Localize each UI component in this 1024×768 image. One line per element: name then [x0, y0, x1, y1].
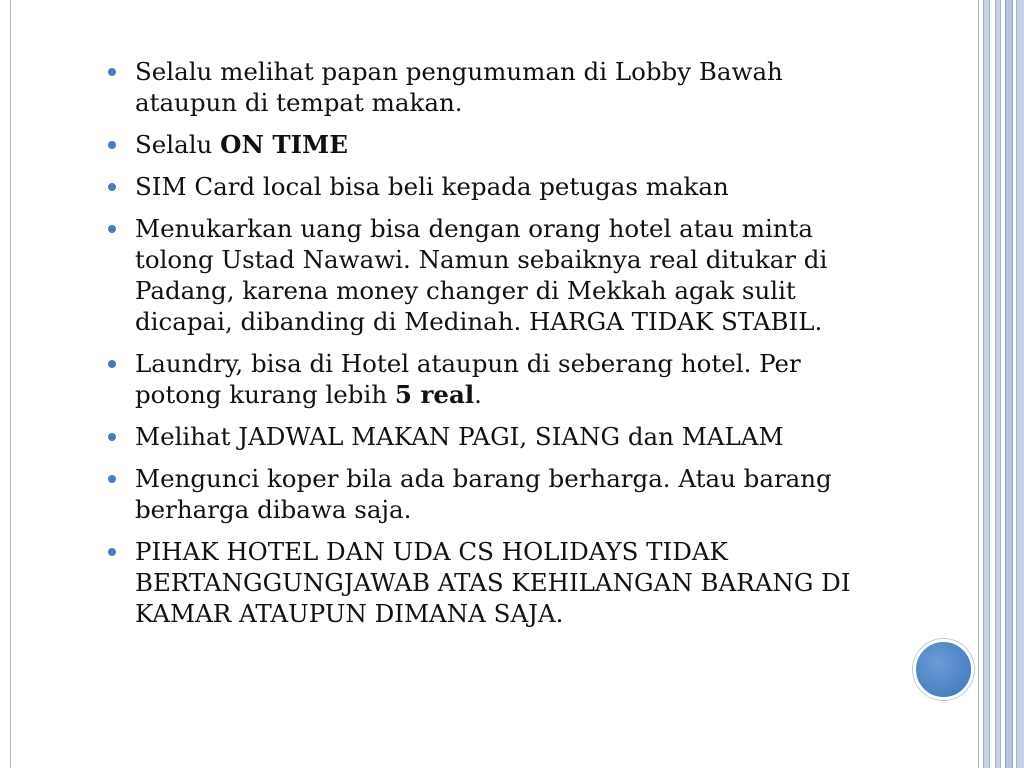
bullet-icon: [108, 183, 116, 191]
bullet-text: Laundry, bisa di Hotel ataupun di seberang hotel. Per potong kurang lebih: [135, 349, 801, 409]
bullet-list: [100, 56, 890, 629]
decorative-circle: [913, 639, 974, 700]
stripe: [983, 0, 990, 768]
bullet-icon: [108, 433, 116, 441]
list-item: [100, 463, 890, 525]
bullet-text: PIHAK HOTEL DAN UDA CS HOLIDAYS TIDAK BERTANGGUNGJAWAB ATAS KEHILANGAN BARANG DI KAMAR ATAUPUN DIMANA SAJA.: [135, 537, 851, 628]
bullet-icon: [108, 548, 116, 556]
bullet-text: Selalu: [135, 130, 221, 159]
list-item: [100, 421, 890, 452]
bullet-bold-text: ON TIME: [220, 130, 348, 159]
bullet-icon: [108, 360, 116, 368]
bullet-text: .: [474, 380, 482, 409]
stripe: [995, 0, 1001, 768]
bullet-text: SIM Card local bisa beli kepada petugas makan: [135, 172, 729, 201]
list-item: [100, 171, 890, 202]
stripe: [1016, 0, 1024, 768]
list-item: [100, 213, 890, 337]
bullet-icon: [108, 68, 116, 76]
bullet-icon: [108, 141, 116, 149]
left-border-line: [10, 0, 11, 768]
list-item: [100, 348, 890, 410]
list-item: [100, 129, 890, 160]
stripe: [978, 0, 979, 768]
list-item: [100, 536, 890, 629]
bullet-text: Mengunci koper bila ada barang berharga. Atau barang berharga dibawa saja.: [135, 464, 832, 524]
bullet-text: Menukarkan uang bisa dengan orang hotel atau minta tolong Ustad Nawawi. Namun sebaiknya real ditukar di Padang, karena money changer di Mekkah agak sulit dicapai, dibanding di Medinah. HARGA TIDAK STABIL.: [135, 214, 828, 336]
stripe: [1005, 0, 1013, 768]
slide-content: [100, 56, 890, 640]
bullet-text: Selalu melihat papan pengumuman di Lobby Bawah ataupun di tempat makan.: [135, 57, 783, 117]
decorative-stripes: [978, 0, 1024, 768]
bullet-icon: [108, 475, 116, 483]
bullet-bold-text: 5 real: [394, 380, 475, 409]
list-item: [100, 56, 890, 118]
bullet-text: Melihat JADWAL MAKAN PAGI, SIANG dan MALAM: [135, 422, 784, 451]
bullet-icon: [108, 225, 116, 233]
